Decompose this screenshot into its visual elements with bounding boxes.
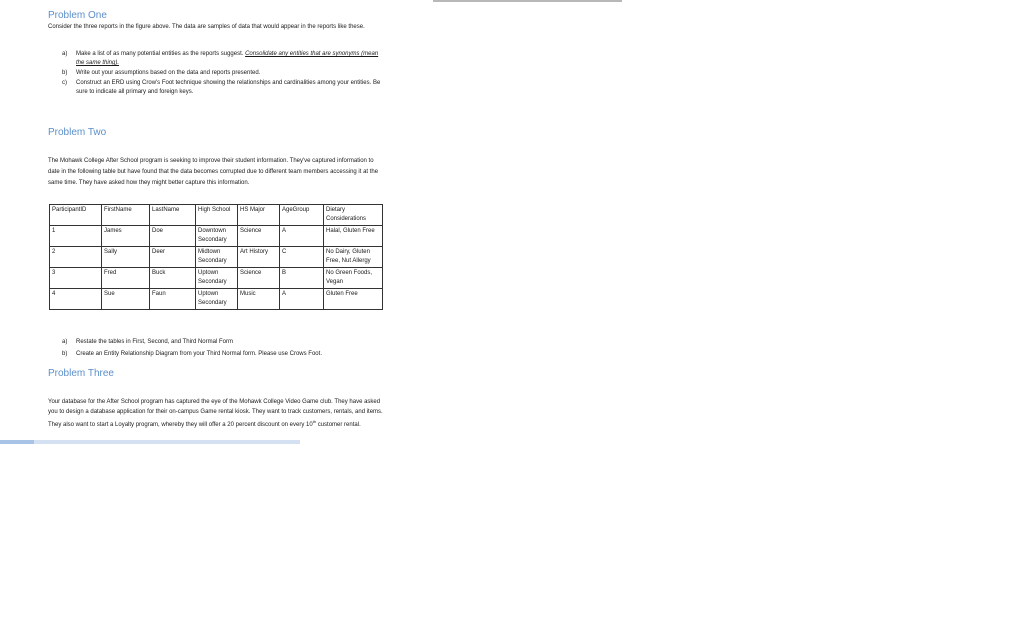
column-header: Dietary Considerations xyxy=(324,205,383,226)
list-item-emphasis: Consolidate any entities that are synonyms (mean the same thing). xyxy=(76,51,379,66)
list-item-text: Restate the tables in First, Second, and Third Normal Form xyxy=(76,339,233,345)
list-item-text: Make a list of as many potential entities as the reports suggest. xyxy=(76,51,244,57)
column-header: High School xyxy=(196,205,238,226)
table-cell: No Green Foods, Vegan xyxy=(324,268,383,289)
list-item-text: Create an Entity Relationship Diagram from your Third Normal form. Please use Crows Foot. xyxy=(76,351,322,357)
list-item-text: Write out your assumptions based on the data and reports presented. xyxy=(76,70,261,76)
table-cell: Sally xyxy=(102,247,150,268)
column-header: AgeGroup xyxy=(280,205,324,226)
list-item-text: Construct an ERD using Crow's Foot technique showing the relationships and cardinalities among your entities. Be sure to indicate all primary and foreign keys. xyxy=(76,80,381,95)
problem-three-intro xyxy=(48,397,383,430)
table-cell: Music xyxy=(238,289,280,310)
table-cell: Midtown Secondary xyxy=(196,247,238,268)
list-item xyxy=(62,50,382,68)
table-cell: Halal, Gluten Free xyxy=(324,226,383,247)
problem-two-list xyxy=(62,338,392,360)
problem-three-heading: Problem Three xyxy=(48,368,114,379)
table-row xyxy=(50,289,383,310)
table-cell: 4 xyxy=(50,289,102,310)
list-item xyxy=(62,69,382,78)
list-marker: a) xyxy=(62,339,68,345)
column-header: HS Major xyxy=(238,205,280,226)
list-marker: b) xyxy=(62,70,68,76)
table-cell: Art History xyxy=(238,247,280,268)
problem-three-text: Your database for the After School program has captured the eye of the Mohawk College Video Game club. They have asked you to design a database application for their on-campus Game rental kiosk. They want to track customers, rentals, and items. They also want to start a Loyalty program, whereby they will offer a 20 percent discount on every 10 xyxy=(48,399,383,428)
table-row xyxy=(50,247,383,268)
table-cell: 1 xyxy=(50,226,102,247)
problem-two-heading: Problem Two xyxy=(48,127,107,138)
table-cell: Sue xyxy=(102,289,150,310)
table-cell: Downtown Secondary xyxy=(196,226,238,247)
table-cell: Gluten Free xyxy=(324,289,383,310)
problem-one-heading: Problem One xyxy=(48,10,107,21)
table-row xyxy=(50,226,383,247)
table-cell: Science xyxy=(238,226,280,247)
problem-one-intro: Consider the three reports in the figure above. The data are samples of data that would appear in the reports like these. xyxy=(48,24,365,30)
table-cell: Faun xyxy=(150,289,196,310)
table-cell: Fred xyxy=(102,268,150,289)
table-cell: B xyxy=(280,268,324,289)
list-item xyxy=(62,79,382,97)
table-cell: Uptown Secondary xyxy=(196,268,238,289)
table-cell: A xyxy=(280,226,324,247)
table-cell: A xyxy=(280,289,324,310)
top-divider xyxy=(433,0,622,2)
table-row xyxy=(50,268,383,289)
scrollbar-thumb[interactable] xyxy=(0,440,34,444)
list-item xyxy=(62,338,392,347)
problem-two-intro: The Mohawk College After School program is seeking to improve their student information. They've captured information to date in the following table but have found that the data becomes corrupted due to different team members accessing it at the same time. They have asked how they might better capture this information. xyxy=(48,158,379,186)
table-cell: C xyxy=(280,247,324,268)
column-header: LastName xyxy=(150,205,196,226)
ordinal-suffix: th xyxy=(312,419,317,424)
table-cell: Doe xyxy=(150,226,196,247)
list-item xyxy=(62,350,392,359)
table-cell: Science xyxy=(238,268,280,289)
table-header-row xyxy=(50,205,383,226)
table-cell: Uptown Secondary xyxy=(196,289,238,310)
list-marker: c) xyxy=(62,80,67,86)
problem-three-text-end: customer rental. xyxy=(316,422,361,428)
column-header: FirstName xyxy=(102,205,150,226)
column-header: ParticipantID xyxy=(50,205,102,226)
table-cell: Deer xyxy=(150,247,196,268)
table-cell: James xyxy=(102,226,150,247)
horizontal-scrollbar[interactable] xyxy=(0,440,300,444)
table-cell: 3 xyxy=(50,268,102,289)
table-cell: Buck xyxy=(150,268,196,289)
problem-one-list xyxy=(62,50,382,98)
table-cell: No Dairy, Gluten Free, Nut Allergy xyxy=(324,247,383,268)
table-cell: 2 xyxy=(50,247,102,268)
list-marker: a) xyxy=(62,51,68,57)
list-marker: b) xyxy=(62,351,68,357)
participant-table xyxy=(49,204,383,310)
